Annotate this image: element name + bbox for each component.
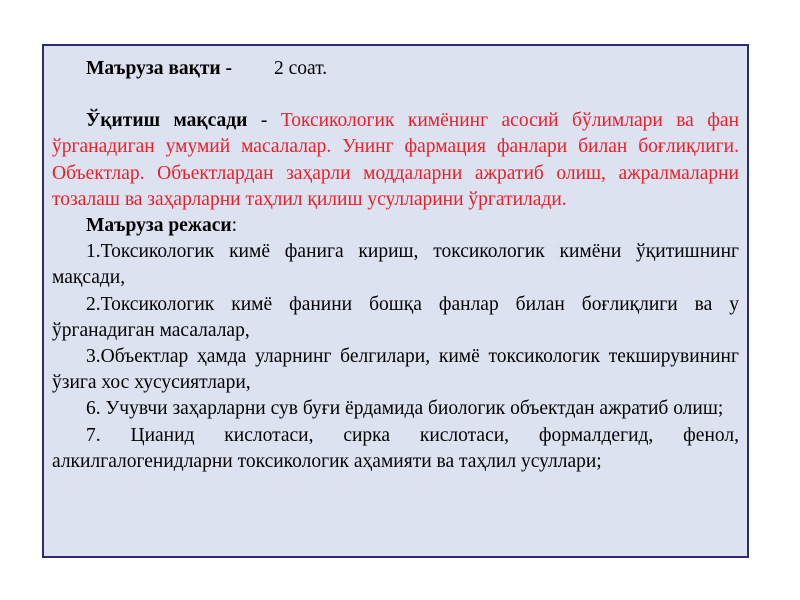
goal-paragraph [52, 108, 739, 213]
blank-line [52, 82, 739, 108]
plan-colon: : [231, 215, 238, 237]
plan-item: 3.Объектлар ҳамда уларнинг белгилари, кимё токсикологик текширувининг ўзига хос хусусиятлари, [52, 346, 739, 394]
lecture-time-value: 2 соат. [274, 58, 328, 79]
plan-item: 1.Токсикологик кимё фанига кириш, токсикологик кимёни ўқитишнинг мақсади, [52, 241, 739, 289]
plan-item: 6. Учувчи заҳарларни сув буғи ёрдамида биологик объектдан ажратиб олиш; [86, 398, 724, 420]
plan-item: 7. Цианид кислотаси, сирка кислотаси, формалдегид, фенол, алкилгалогенидларни токсикологик аҳамияти ва таҳлил усуллари; [52, 424, 739, 472]
goal-text: Токсикологик кимёнинг асосий бўлимлари ва фан ўрганадиган умумий масалалар. Унинг фармация фанлари билан боғлиқлиги. Объектлар. Объектлардан заҳарли моддаларни ажратиб олиш, ажралмаларни тозалаш ва заҳарларни таҳлил қилиш усулларини ўргатилади. [52, 110, 740, 210]
lecture-time-dash: - [220, 58, 233, 79]
plan-heading [52, 213, 739, 239]
goal-label: Ўқитиш мақсади [86, 110, 248, 132]
lecture-info-box [42, 44, 749, 558]
plan-item: 2.Токсикологик кимё фанини бошқа фанлар билан боғлиқлиги ва у ўрганадиган масалалар, [52, 293, 739, 341]
plan-label: Маъруза режаси [86, 215, 232, 237]
goal-dash: - [247, 110, 281, 132]
lecture-time-line [52, 56, 739, 82]
lecture-time-label: Маъруза вақти [86, 58, 221, 79]
